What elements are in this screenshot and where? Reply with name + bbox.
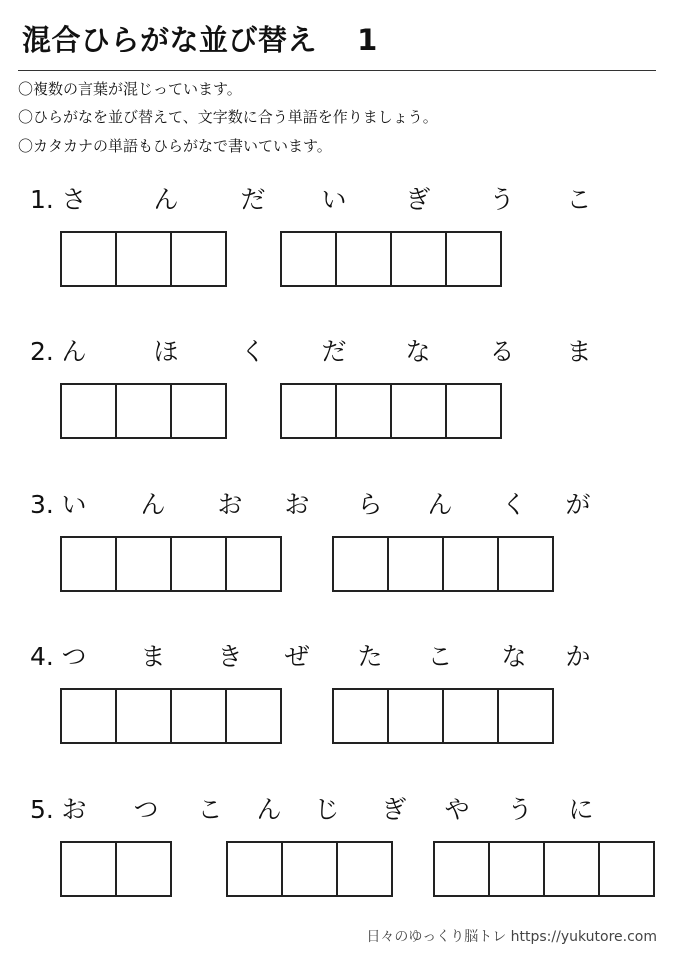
- answer-cell[interactable]: [227, 536, 282, 592]
- answer-cell[interactable]: [545, 841, 600, 897]
- answer-cell[interactable]: [117, 688, 172, 744]
- answer-cell[interactable]: [282, 383, 337, 439]
- problem-number: 5.: [30, 795, 54, 824]
- answer-cell[interactable]: [172, 536, 227, 592]
- scrambled-char: く: [501, 490, 527, 519]
- instruction-1: 〇複数の言葉が混じっています。: [18, 80, 242, 98]
- problem-4: [0, 642, 673, 772]
- answer-cell[interactable]: [600, 841, 655, 897]
- answer-cell[interactable]: [62, 688, 117, 744]
- answer-cell[interactable]: [338, 841, 393, 897]
- answer-cell[interactable]: [62, 536, 117, 592]
- answer-cell[interactable]: [117, 231, 172, 287]
- problem-3: [0, 490, 673, 620]
- answer-cell[interactable]: [337, 383, 392, 439]
- instruction-3: 〇カタカナの単語もひらがなで書いています。: [18, 137, 332, 155]
- scrambled-char: る: [489, 337, 515, 366]
- scrambled-char: ぎ: [381, 795, 407, 824]
- problem-number: 3.: [30, 490, 54, 519]
- scrambled-char: に: [568, 795, 594, 824]
- answer-cell[interactable]: [334, 688, 389, 744]
- problem-1: [0, 185, 673, 315]
- answer-box-group: [60, 536, 282, 592]
- answer-cell[interactable]: [62, 841, 117, 897]
- scrambled-char: お: [61, 795, 87, 824]
- problem-5: [0, 795, 673, 925]
- answer-box-group: [60, 231, 227, 287]
- scrambled-char: か: [565, 642, 591, 671]
- answer-cell[interactable]: [389, 688, 444, 744]
- scrambled-char: う: [489, 185, 515, 214]
- scrambled-char: さ: [61, 185, 87, 214]
- scrambled-char: だ: [321, 337, 347, 366]
- scrambled-char: た: [357, 642, 383, 671]
- answer-cell[interactable]: [435, 841, 490, 897]
- scrambled-char: い: [61, 490, 87, 519]
- scrambled-char: ぜ: [284, 642, 310, 671]
- answer-cell[interactable]: [282, 231, 337, 287]
- scrambled-char: や: [444, 795, 470, 824]
- answer-cell[interactable]: [62, 383, 117, 439]
- answer-box-group: [60, 841, 172, 897]
- answer-cell[interactable]: [499, 688, 554, 744]
- answer-cell[interactable]: [392, 383, 447, 439]
- answer-cell[interactable]: [490, 841, 545, 897]
- answer-box-group: [332, 536, 554, 592]
- scrambled-char: だ: [240, 185, 266, 214]
- answer-box-group: [332, 688, 554, 744]
- scrambled-char: な: [405, 337, 431, 366]
- answer-cell[interactable]: [444, 536, 499, 592]
- scrambled-char: き: [217, 642, 243, 671]
- answer-cell[interactable]: [228, 841, 283, 897]
- scrambled-char: が: [565, 490, 591, 519]
- scrambled-char: じ: [314, 795, 340, 824]
- answer-box-group: [280, 383, 502, 439]
- scrambled-char: お: [217, 490, 243, 519]
- scrambled-char: く: [240, 337, 266, 366]
- problem-number: 1.: [30, 185, 54, 214]
- scrambled-char: こ: [427, 642, 453, 671]
- answer-cell[interactable]: [172, 231, 227, 287]
- scrambled-char: つ: [61, 642, 87, 671]
- instruction-2: 〇ひらがなを並び替えて、文字数に合う単語を作りましょう。: [18, 108, 438, 126]
- scrambled-char: ら: [357, 490, 383, 519]
- scrambled-char: う: [507, 795, 533, 824]
- scrambled-char: な: [501, 642, 527, 671]
- answer-cell[interactable]: [334, 536, 389, 592]
- answer-cell[interactable]: [337, 231, 392, 287]
- answer-cell[interactable]: [172, 383, 227, 439]
- scrambled-char: ぎ: [405, 185, 431, 214]
- answer-cell[interactable]: [444, 688, 499, 744]
- problem-2: [0, 337, 673, 467]
- problem-number: 4.: [30, 642, 54, 671]
- scrambled-char: い: [321, 185, 347, 214]
- answer-cell[interactable]: [117, 536, 172, 592]
- answer-cell[interactable]: [447, 231, 502, 287]
- title-divider: [18, 70, 656, 71]
- scrambled-char: ん: [256, 795, 282, 824]
- answer-cell[interactable]: [172, 688, 227, 744]
- scrambled-char: こ: [566, 185, 592, 214]
- scrambled-char: ま: [566, 337, 592, 366]
- answer-cell[interactable]: [117, 841, 172, 897]
- scrambled-char: つ: [133, 795, 159, 824]
- answer-cell[interactable]: [283, 841, 338, 897]
- problem-number: 2.: [30, 337, 54, 366]
- answer-cell[interactable]: [447, 383, 502, 439]
- answer-box-group: [280, 231, 502, 287]
- scrambled-char: ほ: [153, 337, 179, 366]
- answer-cell[interactable]: [62, 231, 117, 287]
- scrambled-char: ま: [140, 642, 166, 671]
- answer-box-group: [433, 841, 655, 897]
- answer-cell[interactable]: [392, 231, 447, 287]
- scrambled-char: ん: [61, 337, 87, 366]
- page-title: 混合ひらがな並び替え 1: [22, 23, 378, 57]
- footer-credit: 日々のゆっくり脳トレ https://yukutore.com: [366, 929, 657, 945]
- answer-box-group: [226, 841, 393, 897]
- scrambled-char: こ: [197, 795, 223, 824]
- scrambled-char: ん: [153, 185, 179, 214]
- answer-box-group: [60, 383, 227, 439]
- answer-cell[interactable]: [499, 536, 554, 592]
- answer-cell[interactable]: [389, 536, 444, 592]
- scrambled-char: ん: [427, 490, 453, 519]
- scrambled-char: お: [284, 490, 310, 519]
- answer-cell[interactable]: [117, 383, 172, 439]
- scrambled-char: ん: [140, 490, 166, 519]
- answer-box-group: [60, 688, 282, 744]
- answer-cell[interactable]: [227, 688, 282, 744]
